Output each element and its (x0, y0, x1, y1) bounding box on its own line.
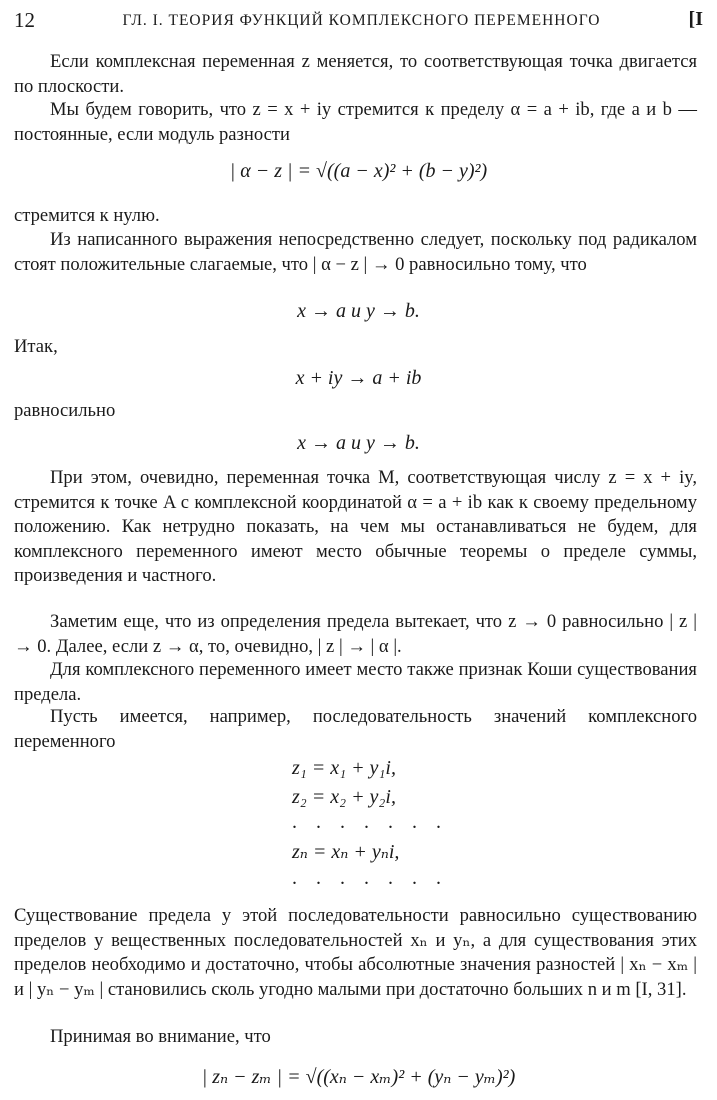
equation-modulus: | α − z | = √((a − x)² + (b − y)²) (229, 160, 488, 182)
paragraph-6: Для комплексного переменного имеет место также признак Коши существования предела. (14, 659, 697, 705)
page-header (14, 6, 709, 36)
equation-cauchy: | zₙ − zₘ | = √((xₙ − xₘ)² + (yₙ − yₘ)²) (201, 1066, 516, 1088)
section-mark: [I (688, 8, 703, 30)
text-line-3: равносильно (14, 400, 116, 421)
paragraph-2: Мы будем говорить, что z = x + iy стремится к пределу α = a + ib, где a и b — постоянные, если модуль разности (14, 99, 697, 145)
paragraph-8: Существование предела у этой последовательности равносильно существованию пределов у вещественных последовательностей xₙ и yₙ, а для существования этих пределов необходимо и достаточно, чтобы абсолютные значения разностей | xₙ − xₘ | и | yₙ − yₘ | становились сколь угодно малыми при достаточно больших n и m [I, 31]. (14, 905, 697, 1000)
paragraph-1: Если комплексная переменная z меняется, то соответствующая точка двигается по плоскости. (14, 51, 697, 97)
equation-complex-limit: x + iy → a + ib (295, 367, 422, 389)
sequence-ellipsis-2: . . . . . . . (292, 867, 448, 889)
sequence-line-2: z₂ = x₂ + y₂i, (292, 786, 396, 808)
sequence-ellipsis-1: . . . . . . . (292, 811, 448, 833)
paragraph-9: Принимая во внимание, что (50, 1026, 271, 1047)
equation-limits-1: x → a и y → b. (297, 300, 420, 322)
running-title: ГЛ. I. ТЕОРИЯ ФУНКЦИЙ КОМПЛЕКСНОГО ПЕРЕМЕННОГО (122, 12, 601, 29)
paragraph-5: Заметим еще, что из определения предела вытекает, что z → 0 равносильно | z | → 0. Далее, если z → α, то, очевидно, | z | → | α |. (14, 611, 697, 657)
text-line-2: Итак, (14, 336, 58, 357)
paragraph-7: Пусть имеется, например, последовательность значений комплексного переменного (14, 706, 697, 752)
sequence-line-1: z₁ = x₁ + y₁i, (292, 757, 396, 779)
text-line-1: стремится к нулю. (14, 205, 160, 226)
paragraph-3: Из написанного выражения непосредственно следует, поскольку под радикалом стоят положительные слагаемые, что | α − z | → 0 равносильно тому, что (14, 229, 697, 275)
paragraph-4: При этом, очевидно, переменная точка M, соответствующая числу z = x + iy, стремится к точке A с комплексной координатой α = a + ib как к своему предельному положению. Как нетрудно показать, на чем мы останавливаться не будем, для комплексного переменного имеют место обычные теоремы о пределе суммы, произведения и частного. (14, 467, 697, 586)
sequence-line-n: zₙ = xₙ + yₙi, (292, 841, 400, 863)
page-number: 12 (14, 8, 35, 32)
equation-limits-2: x → a и y → b. (297, 432, 420, 454)
